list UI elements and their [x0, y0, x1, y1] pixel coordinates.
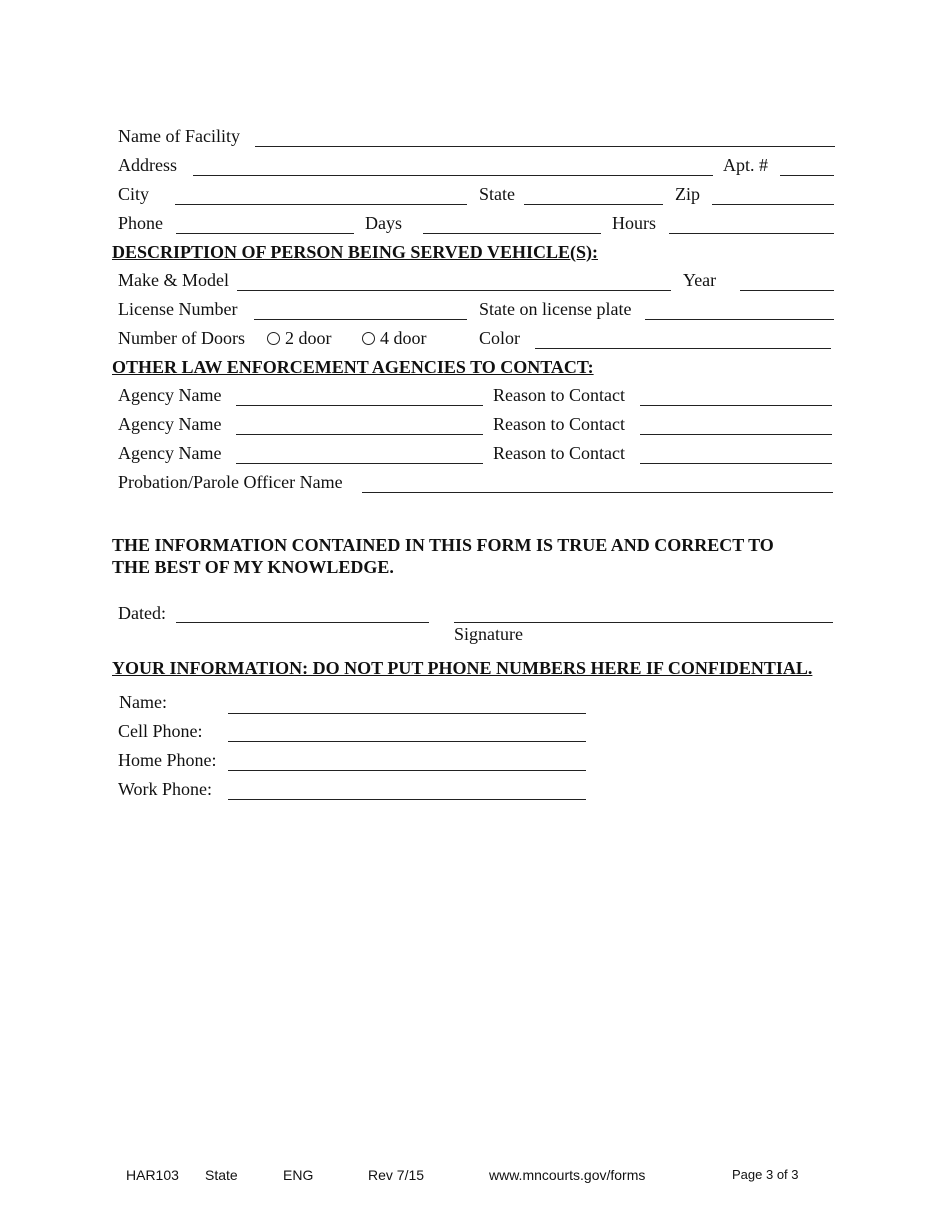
reason-field[interactable]: [640, 463, 832, 464]
dated-field[interactable]: [176, 622, 429, 623]
attestation-line-1: THE INFORMATION CONTAINED IN THIS FORM IS TRUE AND CORRECT TO: [112, 535, 774, 555]
footer-language: ENG: [283, 1167, 314, 1183]
city-label: City: [118, 184, 150, 204]
footer-form-code: HAR103: [126, 1167, 179, 1183]
agency-name-label: Agency Name: [118, 443, 222, 463]
reason-label: Reason to Contact: [493, 414, 625, 434]
radio-circle-icon[interactable]: [362, 332, 375, 345]
your-name-label: Name:: [119, 692, 167, 712]
doors-label: Number of Doors: [118, 328, 245, 348]
make-model-label: Make & Model: [118, 270, 229, 290]
hours-label: Hours: [612, 213, 656, 233]
your-name-field[interactable]: [228, 713, 586, 714]
agency-name-field[interactable]: [236, 405, 483, 406]
agency-name-field[interactable]: [236, 463, 483, 464]
year-label: Year: [683, 270, 717, 290]
reason-label: Reason to Contact: [493, 443, 625, 463]
reason-field[interactable]: [640, 405, 832, 406]
home-phone-field[interactable]: [228, 770, 586, 771]
cell-phone-field[interactable]: [228, 741, 586, 742]
license-label: License Number: [118, 299, 238, 319]
color-label: Color: [479, 328, 521, 348]
cell-phone-label: Cell Phone:: [118, 721, 203, 741]
door-option-4-label: 4 door: [380, 328, 427, 348]
door-option-2-label: 2 door: [285, 328, 332, 348]
make-model-field[interactable]: [237, 290, 671, 291]
address-field[interactable]: [193, 175, 713, 176]
license-field[interactable]: [254, 319, 467, 320]
state-plate-label: State on license plate: [479, 299, 632, 319]
dated-label: Dated:: [118, 603, 166, 623]
work-phone-label: Work Phone:: [118, 779, 213, 799]
footer-revision: Rev 7/15: [368, 1167, 425, 1183]
days-label: Days: [365, 213, 402, 233]
agency-name-label: Agency Name: [118, 414, 222, 434]
hours-field[interactable]: [669, 233, 834, 234]
door-option-4[interactable]: [362, 329, 427, 347]
door-option-2[interactable]: [267, 329, 332, 347]
agency-name-field[interactable]: [236, 434, 483, 435]
footer-page-number: Page 3 of 3: [732, 1167, 799, 1182]
signature-label: Signature: [454, 624, 523, 644]
agency-name-label: Agency Name: [118, 385, 222, 405]
phone-field[interactable]: [176, 233, 354, 234]
reason-field[interactable]: [640, 434, 832, 435]
probation-officer-label: Probation/Parole Officer Name: [118, 472, 343, 492]
facility-name-label: Name of Facility: [118, 126, 240, 146]
footer-url[interactable]: www.mncourts.gov/forms: [489, 1167, 646, 1183]
zip-field[interactable]: [712, 204, 834, 205]
state-label: State: [479, 184, 515, 204]
agencies-heading: OTHER LAW ENFORCEMENT AGENCIES TO CONTACT:: [112, 357, 594, 377]
address-label: Address: [118, 155, 177, 175]
apt-label: Apt. #: [723, 155, 768, 175]
facility-name-field[interactable]: [255, 146, 835, 147]
zip-label: Zip: [675, 184, 700, 204]
city-field[interactable]: [175, 204, 467, 205]
home-phone-label: Home Phone:: [118, 750, 217, 770]
year-field[interactable]: [740, 290, 834, 291]
attestation-line-2: THE BEST OF MY KNOWLEDGE.: [112, 557, 394, 577]
vehicle-heading: DESCRIPTION OF PERSON BEING SERVED VEHICLE(S):: [112, 242, 598, 262]
radio-circle-icon[interactable]: [267, 332, 280, 345]
probation-officer-field[interactable]: [362, 492, 833, 493]
state-field[interactable]: [524, 204, 663, 205]
signature-field[interactable]: [454, 622, 833, 623]
footer-jurisdiction: State: [205, 1167, 238, 1183]
days-field[interactable]: [423, 233, 601, 234]
color-field[interactable]: [535, 348, 831, 349]
reason-label: Reason to Contact: [493, 385, 625, 405]
state-plate-field[interactable]: [645, 319, 834, 320]
work-phone-field[interactable]: [228, 799, 586, 800]
apt-field[interactable]: [780, 175, 834, 176]
your-info-heading: YOUR INFORMATION: DO NOT PUT PHONE NUMBERS HERE IF CONFIDENTIAL.: [112, 658, 813, 678]
phone-label: Phone: [118, 213, 163, 233]
